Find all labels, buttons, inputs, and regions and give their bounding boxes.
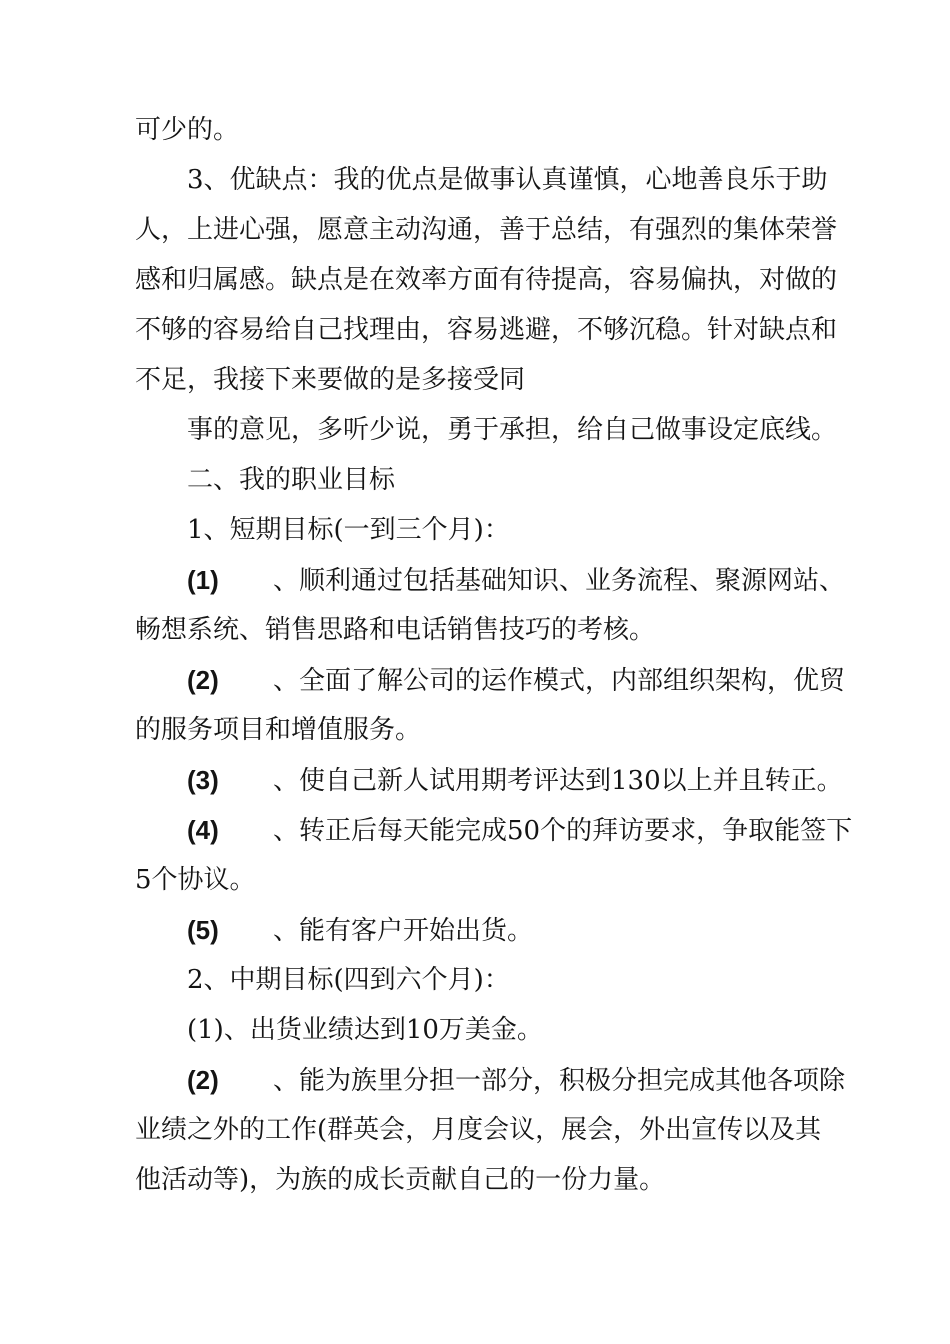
item-marker: (5) xyxy=(187,915,219,945)
item-marker: (1) xyxy=(187,565,219,595)
short-term-item-3 xyxy=(187,763,843,797)
item-text: 、能为族里分担一部分，积极分担完成其他各项除 xyxy=(273,1066,846,1096)
strengths-weaknesses-line-5: 不足，我接下来要做的是多接受同 xyxy=(135,365,526,395)
short-term-item-4 xyxy=(187,813,852,847)
short-term-item-2 xyxy=(187,663,845,697)
strengths-weaknesses-line-3: 感和归属感。缺点是在效率方面有待提高，容易偏执，对做的 xyxy=(135,265,838,295)
short-term-goals-heading: 1、短期目标(一到三个月)： xyxy=(187,515,510,545)
mid-term-item-2-continuation-1: 业绩之外的工作(群英会，月度会议，展会，外出宣传以及其 xyxy=(135,1115,822,1145)
short-term-item-4-continuation: 5个协议。 xyxy=(135,865,256,895)
mid-term-goals-heading: 2、中期目标(四到六个月)： xyxy=(187,965,510,995)
item-marker: (3) xyxy=(187,765,219,795)
strengths-weaknesses-line-1: 3、优缺点：我的优点是做事认真谨慎，心地善良乐于助 xyxy=(187,165,828,195)
mid-term-item-2 xyxy=(187,1063,845,1097)
item-marker: (2) xyxy=(187,665,219,695)
item-text: 、能有客户开始出货。 xyxy=(273,916,534,946)
mid-term-item-2-continuation-2: 他活动等)，为族的成长贡献自己的一份力量。 xyxy=(135,1165,666,1195)
strengths-weaknesses-line-2: 人，上进心强，愿意主动沟通，善于总结，有强烈的集体荣誉 xyxy=(135,215,838,245)
strengths-weaknesses-line-4: 不够的容易给自己找理由，容易逃避，不够沉稳。针对缺点和 xyxy=(135,315,838,345)
short-term-item-1-continuation: 畅想系统、销售思路和电话销售技巧的考核。 xyxy=(135,615,656,645)
item-text: 、使自己新人试用期考评达到130以上并且转正。 xyxy=(273,766,843,796)
item-text: 、全面了解公司的运作模式，内部组织架构，优贸 xyxy=(273,666,846,696)
item-marker: (4) xyxy=(187,815,219,845)
item-text: 、转正后每天能完成50个的拜访要求，争取能签下 xyxy=(273,816,853,846)
short-term-item-1 xyxy=(187,563,845,597)
short-term-item-2-continuation: 的服务项目和增值服务。 xyxy=(135,715,422,745)
item-text: 、顺利通过包括基础知识、业务流程、聚源网站、 xyxy=(273,566,846,596)
mid-term-item-1: (1)、出货业绩达到10万美金。 xyxy=(187,1015,543,1045)
strengths-weaknesses-line-6: 事的意见，多听少说，勇于承担，给自己做事设定底线。 xyxy=(187,415,838,445)
short-term-item-5 xyxy=(187,913,533,947)
section-heading-career-goals: 二、我的职业目标 xyxy=(187,465,396,495)
item-marker: (2) xyxy=(187,1065,219,1095)
paragraph-line-continuation: 可少的。 xyxy=(135,115,240,145)
